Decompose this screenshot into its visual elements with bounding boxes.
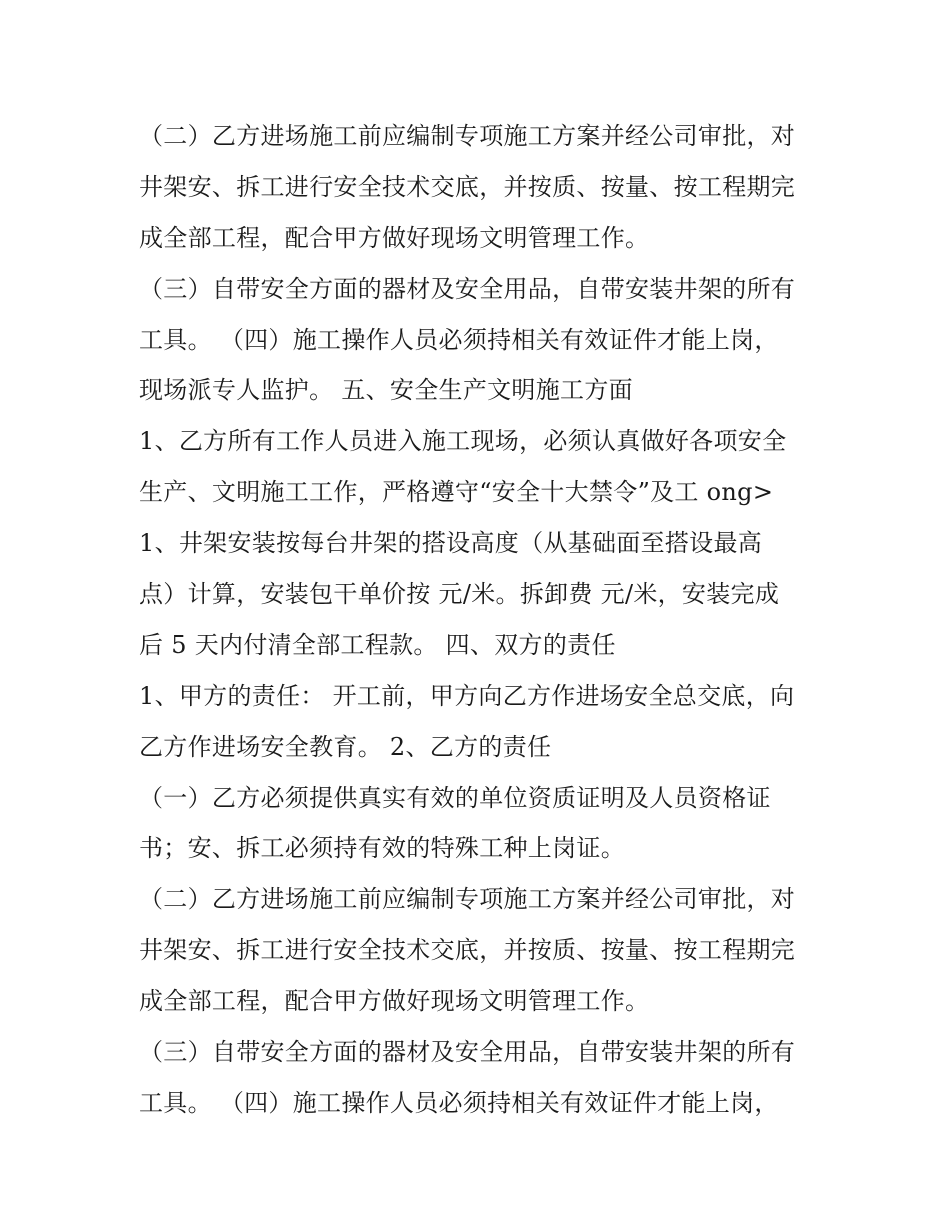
text-line: 1、井架安装按每台井架的搭设高度（从基础面至搭设最高 bbox=[139, 529, 763, 558]
text-line: 井架安、拆工进行安全技术交底，并按质、按量、按工程期完 bbox=[139, 936, 796, 965]
text-line: 工具。 （四）施工操作人员必须持相关有效证件才能上岗， bbox=[139, 325, 779, 354]
text-line: （二）乙方进场施工前应编制专项施工方案并经公司审批，对 bbox=[139, 122, 796, 150]
text-line: 1、甲方的责任： 开工前，甲方向乙方作进场安全总交底，向 bbox=[139, 681, 795, 710]
text-line: 成全部工程，配合甲方做好现场文明管理工作。 bbox=[139, 223, 650, 252]
body-text bbox=[139, 111, 819, 1129]
text-line: 书；安、拆工必须持有效的特殊工种上岗证。 bbox=[139, 834, 625, 863]
text-line: （三）自带安全方面的器材及安全用品，自带安装井架的所有 bbox=[139, 274, 796, 303]
text-line: 生产、文明施工工作，严格遵守“安全十大禁令”及工 ong> bbox=[139, 478, 774, 507]
text-line: （一）乙方必须提供真实有效的单位资质证明及人员资格证 bbox=[139, 783, 771, 812]
text-line: 现场派专人监护。 五、安全生产文明施工方面 bbox=[139, 376, 633, 405]
text-line: 工具。 （四）施工操作人员必须持相关有效证件才能上岗， bbox=[139, 1088, 779, 1117]
text-line: （三）自带安全方面的器材及安全用品，自带安装井架的所有 bbox=[139, 1038, 796, 1067]
text-line: 乙方作进场安全教育。 2、乙方的责任 bbox=[139, 732, 552, 761]
text-line: （二）乙方进场施工前应编制专项施工方案并经公司审批，对 bbox=[139, 885, 796, 914]
text-line: 1、乙方所有工作人员进入施工现场，必须认真做好各项安全 bbox=[139, 427, 787, 456]
text-line: 成全部工程，配合甲方做好现场文明管理工作。 bbox=[139, 987, 650, 1016]
text-line: 点）计算，安装包干单价按 元/米。拆卸费 元/米，安装完成 bbox=[139, 580, 780, 609]
text-line: 后 5 天内付清全部工程款。 四、双方的责任 bbox=[139, 630, 616, 659]
text-line: 井架安、拆工进行安全技术交底，并按质、按量、按工程期完 bbox=[139, 172, 796, 201]
